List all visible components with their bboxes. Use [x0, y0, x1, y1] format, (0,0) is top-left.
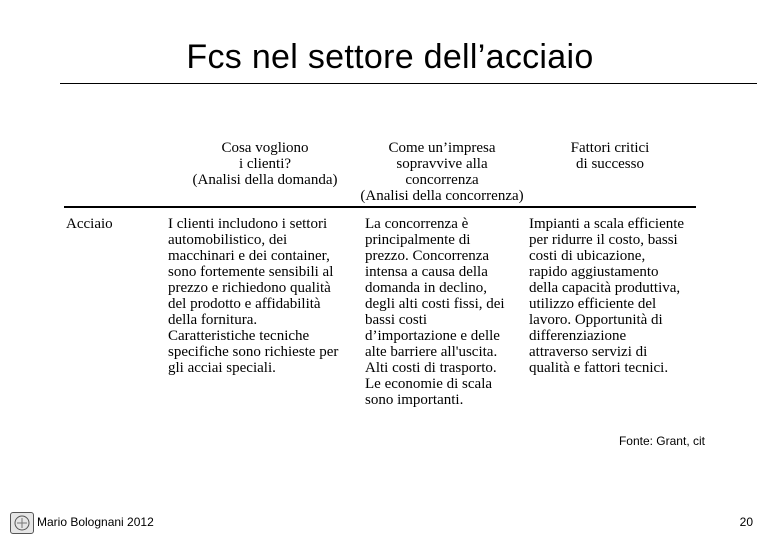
footer-author: Mario Bolognani 2012: [37, 515, 154, 529]
column-header-success-factors: [540, 140, 680, 172]
cell-line: prezzo e richiedono qualità: [168, 280, 331, 296]
cell-line: gli acciai speciali.: [168, 360, 276, 376]
cell-line: sono fortemente sensibili al: [168, 264, 334, 280]
cell-line: d’importazione e delle: [365, 328, 500, 344]
cell-line: lavoro. Opportunità di: [529, 312, 663, 328]
cell-line: attraverso servizi di: [529, 344, 648, 360]
header-line: Cosa vogliono: [221, 140, 309, 156]
cell-line: specifiche sono richieste per: [168, 344, 339, 360]
cell-line: domanda in declino,: [365, 280, 488, 296]
cell-line: I clienti includono i settori: [168, 216, 328, 232]
header-line: sopravvive alla: [396, 156, 488, 172]
cell-line: Impianti a scala efficiente: [529, 216, 685, 232]
page-number: 20: [739, 515, 753, 529]
column-header-demand: [170, 140, 360, 188]
source-note: Fonte: Grant, cit: [618, 434, 705, 448]
header-line: (Analisi della concorrenza): [360, 188, 524, 204]
cell-line: degli alti costi fissi, dei: [365, 296, 505, 312]
cell-line: Caratteristiche tecniche: [168, 328, 310, 344]
cell-line: automobilistico, dei: [168, 232, 288, 248]
cell-line: della fornitura.: [168, 312, 258, 328]
cell-line: rapido aggiustamento: [529, 264, 659, 280]
cell-line: bassi costi: [365, 312, 428, 328]
table-header-rule: [64, 206, 696, 208]
cell-line: della capacità produttiva,: [529, 280, 681, 296]
cell-line: sono importanti.: [365, 392, 464, 408]
cell-line: qualità e fattori tecnici.: [529, 360, 669, 376]
title-underline: [60, 83, 757, 84]
cell-success-factors: [529, 216, 699, 376]
cell-line: prezzo. Concorrenza: [365, 248, 490, 264]
cell-line: principalmente di: [365, 232, 471, 248]
header-line: (Analisi della domanda): [192, 172, 338, 188]
slide-title: Fcs nel settore dell’acciaio: [186, 38, 594, 76]
header-line: di successo: [576, 156, 644, 172]
cell-line: costi di ubicazione,: [529, 248, 646, 264]
cell-line: per ridurre il costo, bassi: [529, 232, 678, 248]
cell-line: intensa a causa della: [365, 264, 488, 280]
cell-line: utilizzo efficiente del: [529, 296, 657, 312]
header-line: Fattori critici: [570, 140, 650, 156]
cell-line: La concorrenza è: [365, 216, 469, 232]
cell-line: macchinari e dei container,: [168, 248, 330, 264]
column-header-competition: [347, 140, 537, 204]
cell-line: Alti costi di trasporto.: [365, 360, 497, 376]
cell-line: differenziazione: [529, 328, 627, 344]
cell-line: del prodotto e affidabilità: [168, 296, 321, 312]
cell-line: alte barriere all'uscita.: [365, 344, 498, 360]
cell-competition: [365, 216, 525, 408]
cell-demand: [168, 216, 348, 376]
header-line: Come un’impresa: [388, 140, 496, 156]
header-line: concorrenza: [405, 172, 479, 188]
cell-line: Le economie di scala: [365, 376, 493, 392]
header-line: i clienti?: [238, 156, 292, 172]
author-logo-icon: [10, 512, 34, 534]
row-label-acciaio: Acciaio: [66, 216, 113, 232]
